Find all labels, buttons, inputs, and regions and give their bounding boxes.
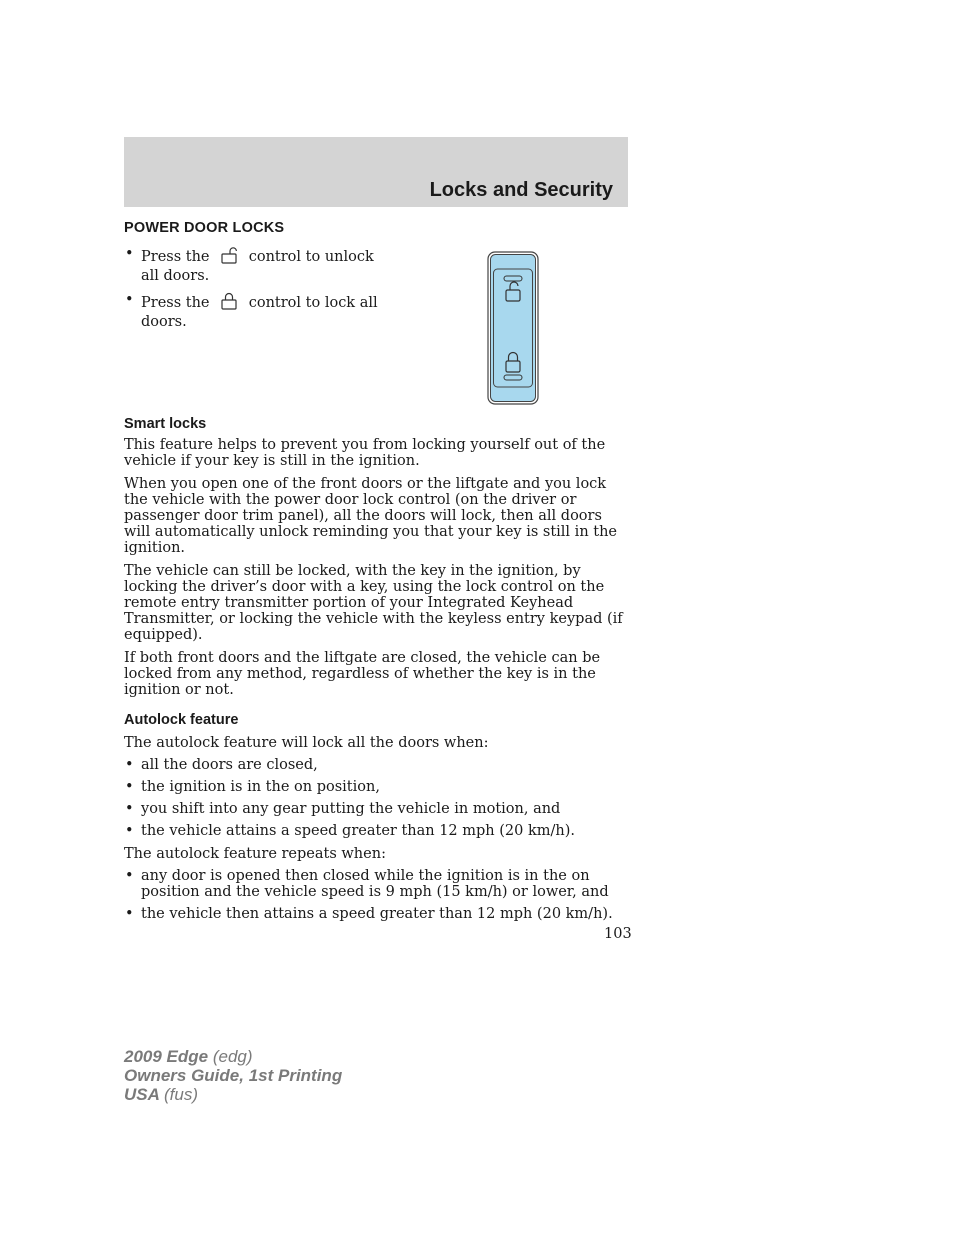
footer-market: USA — [124, 1085, 160, 1104]
footer-model: 2009 Edge — [124, 1047, 209, 1066]
power-door-locks-heading: POWER DOOR LOCKS — [124, 220, 285, 236]
lock-icon — [220, 292, 238, 314]
bullet-text-after: control to unlock all doors. — [141, 249, 374, 284]
autolock-section — [124, 712, 628, 922]
section-header-band — [124, 137, 628, 207]
autolock-heading: Autolock feature — [124, 712, 239, 728]
page-content — [124, 220, 628, 922]
list-item: • the ignition is in the on position, — [124, 779, 628, 795]
smart-locks-section — [124, 416, 628, 698]
power-door-locks-section — [124, 220, 628, 416]
bullet-text-after: control to lock all doors. — [141, 295, 378, 330]
paragraph: If both front doors and the liftgate are closed, the vehicle can be locked from any method, regardless of whether the key is in the ignition or not. — [124, 650, 601, 698]
list-item: • all the doors are closed, — [124, 757, 628, 773]
list-item: • you shift into any gear putting the vehicle in motion, and — [124, 801, 628, 817]
bullet-text-before: Press the — [141, 249, 210, 265]
footer-line-1 — [124, 1047, 342, 1066]
power-door-lock-switch-illustration — [487, 251, 539, 405]
list-item — [124, 246, 394, 284]
paragraph: This feature helps to prevent you from locking yourself out of the vehicle if your key is still in the ignition. — [124, 437, 606, 469]
paragraph: The vehicle can still be locked, with the key in the ignition, by locking the driver’s door with a key, using the lock control on the remote entry transmitter portion of your Integrated Keyhead Transmitter, or locking the vehicle with the keyless entry keypad (if equipped). — [124, 563, 623, 643]
footer-market-code: (fus) — [164, 1085, 198, 1104]
power-door-locks-list — [124, 246, 394, 338]
footer-line-3 — [124, 1085, 342, 1104]
list-item: • the vehicle then attains a speed greater than 12 mph (20 km/h). — [124, 906, 628, 922]
smart-locks-heading: Smart locks — [124, 416, 207, 432]
list-item — [124, 292, 394, 330]
footer-model-code: (edg) — [212, 1047, 253, 1066]
bullet-text-before: Press the — [141, 295, 210, 311]
autolock-conditions-list — [124, 757, 628, 839]
autolock-intro: The autolock feature will lock all the doors when: — [124, 735, 489, 751]
footer-line-2: Owners Guide, 1st Printing — [124, 1066, 343, 1085]
autolock-repeat-list — [124, 868, 628, 922]
list-item: • the vehicle attains a speed greater than 12 mph (20 km/h). — [124, 823, 628, 839]
paragraph: When you open one of the front doors or the liftgate and you lock the vehicle with the power door lock control (on the driver or passenger door trim panel), all the doors will lock, then all doors will automatically unlock reminding you that your key is still in the ignition. — [124, 476, 618, 556]
list-item: • any door is opened then closed while the ignition is in the on position and the vehicle speed is 9 mph (15 km/h) or lower, and — [124, 868, 628, 900]
section-title: Locks and Security — [429, 179, 613, 201]
autolock-repeat-intro: The autolock feature repeats when: — [124, 846, 386, 862]
document-footer — [124, 1047, 342, 1104]
unlock-icon — [220, 246, 238, 268]
page-number: 103 — [604, 926, 632, 942]
